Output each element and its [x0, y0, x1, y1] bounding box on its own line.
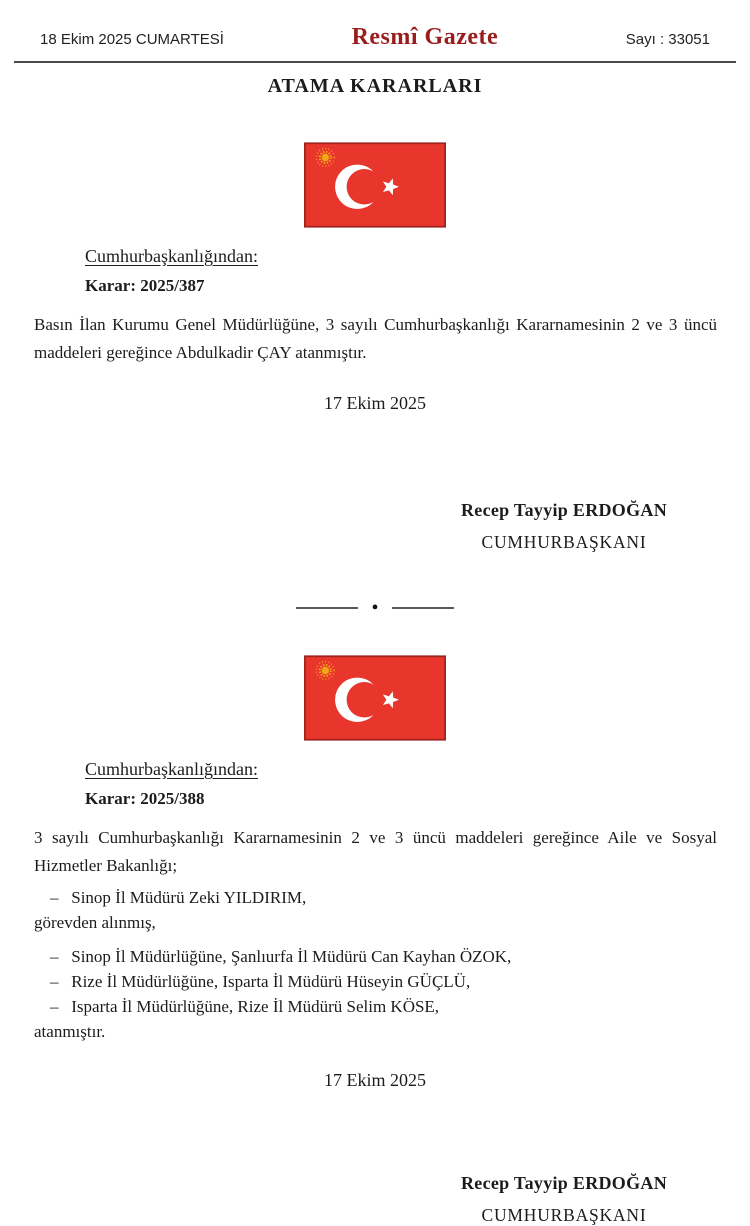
gazette-title: Resmî Gazete	[351, 24, 499, 50]
flag-container	[0, 655, 750, 741]
list-item: görevden alınmış,	[34, 913, 156, 932]
decree-387	[0, 142, 750, 553]
divider-line-left	[296, 607, 358, 609]
list-item: atanmıştır.	[34, 1022, 106, 1041]
signature-block	[424, 500, 704, 553]
list-item: – Isparta İl Müdürlüğüne, Rize İl Müdürü Selim KÖSE,	[50, 997, 440, 1016]
page-header	[14, 0, 736, 63]
turkish-presidential-flag-icon	[304, 142, 446, 228]
flag-container	[0, 142, 750, 228]
turkish-presidential-flag-icon	[304, 655, 446, 741]
signature-title: CUMHURBAŞKANI	[481, 1205, 647, 1225]
list-item: – Rize İl Müdürlüğüne, Isparta İl Müdürü Hüseyin GÜÇLÜ,	[50, 972, 471, 991]
decree-number: Karar: 2025/388	[85, 789, 205, 808]
decree-date: 17 Ekim 2025	[324, 1070, 426, 1090]
signature-title: CUMHURBAŞKANI	[481, 532, 647, 552]
decree-date: 17 Ekim 2025	[324, 393, 426, 413]
divider-bullet: •	[371, 597, 379, 619]
decree-388	[0, 655, 750, 1226]
signature-name: Recep Tayyip ERDOĞAN	[460, 1173, 668, 1193]
header-date: 18 Ekim 2025 CUMARTESİ	[40, 31, 224, 48]
decree-number: Karar: 2025/387	[85, 276, 205, 295]
decree-source-heading: Cumhurbaşkanlığından:	[85, 759, 258, 779]
signature-name: Recep Tayyip ERDOĞAN	[460, 500, 668, 520]
divider-line-right	[392, 607, 454, 609]
list-item: – Sinop İl Müdürlüğüne, Şanlıurfa İl Müdürü Can Kayhan ÖZOK,	[50, 947, 512, 966]
decree-body: 3 sayılı Cumhurbaşkanlığı Kararnamesinin 2 ve 3 üncü maddeleri gereğince Aile ve Sosyal Hizmetler Bakanlığı;	[34, 828, 717, 875]
list-item: – Sinop İl Müdürü Zeki YILDIRIM,	[50, 888, 307, 907]
signature-block	[424, 1173, 704, 1226]
decree-source-heading: Cumhurbaşkanlığından:	[85, 246, 258, 266]
issue-number: Sayı : 33051	[625, 31, 710, 48]
section-title: ATAMA KARARLARI	[267, 75, 483, 97]
section-divider	[0, 597, 750, 619]
decree-body: Basın İlan Kurumu Genel Müdürlüğüne, 3 sayılı Cumhurbaşkanlığı Kararnamesinin 2 ve 3 üncü maddeleri gereğince Abdulkadir ÇAY atanmıştır.	[34, 315, 717, 362]
